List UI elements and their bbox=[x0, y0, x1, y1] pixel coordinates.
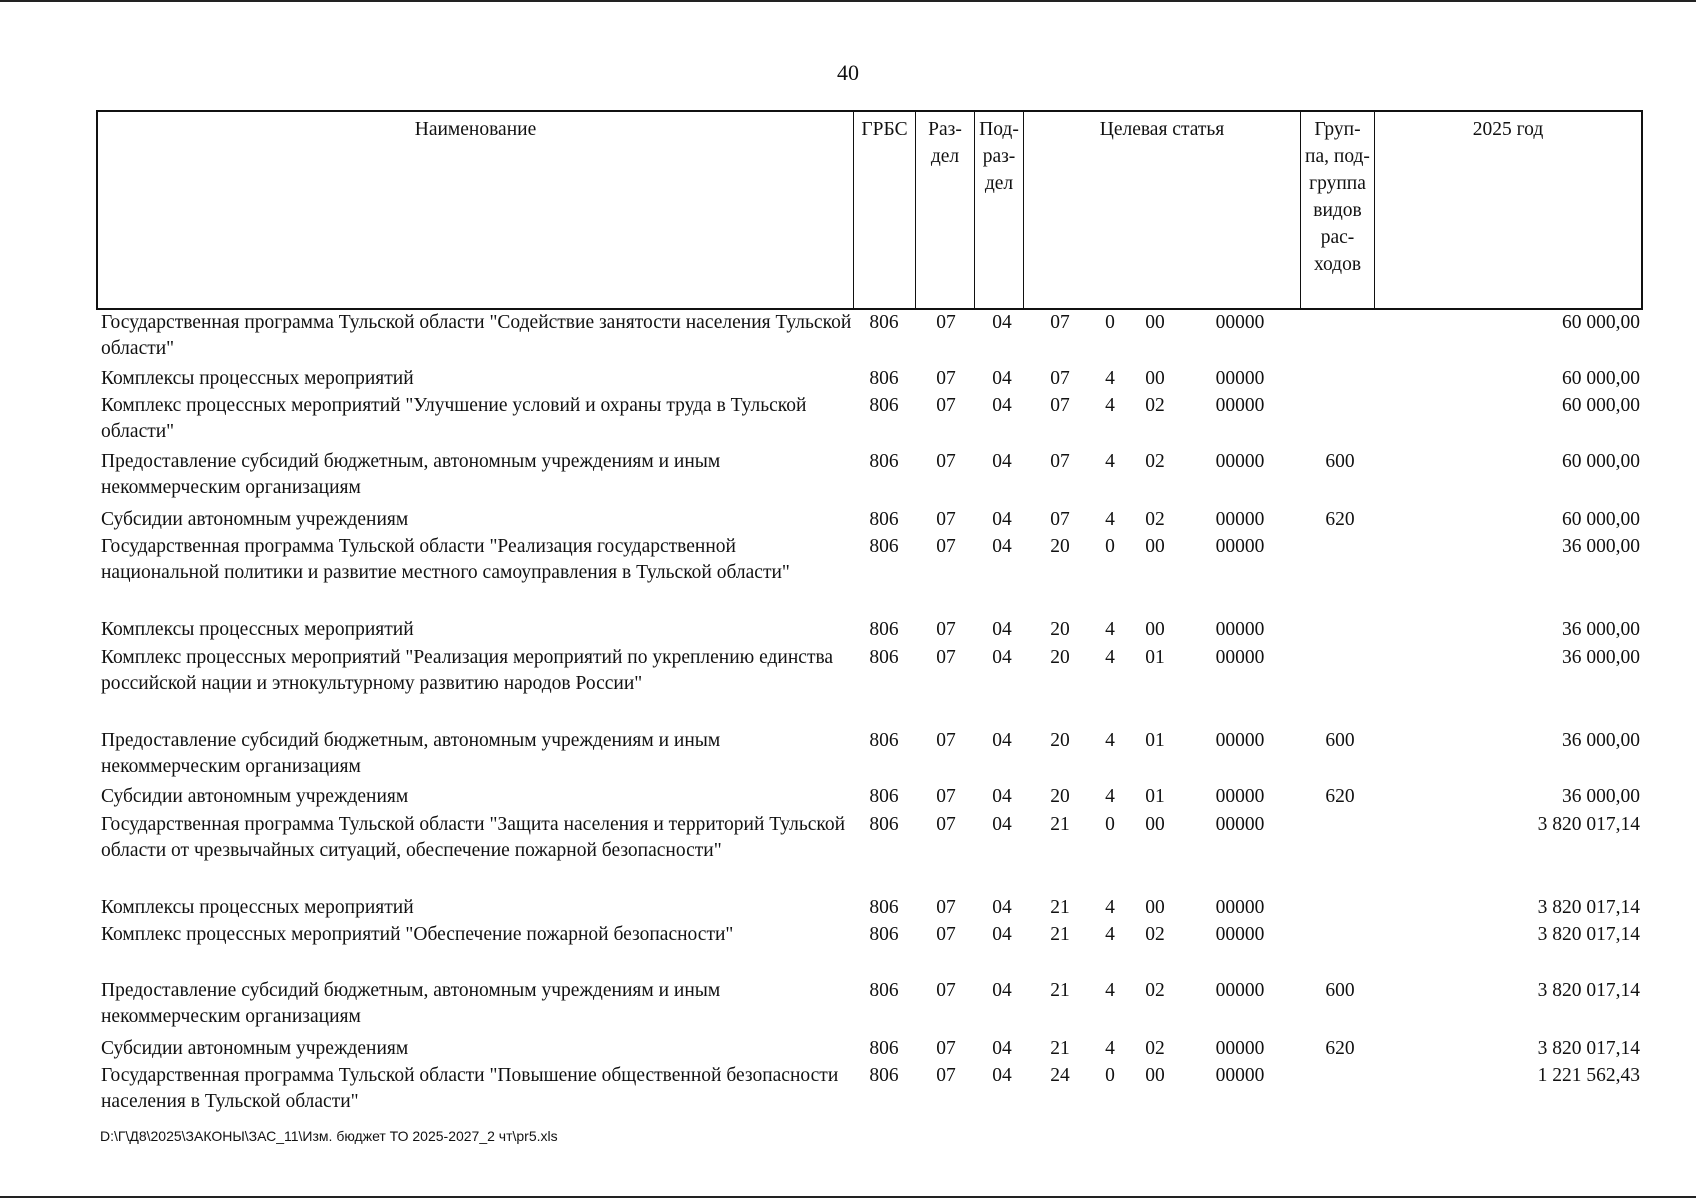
row-razdel: 07 bbox=[936, 395, 956, 416]
row-ts3: 00 bbox=[1145, 1065, 1165, 1086]
row-ts4: 00000 bbox=[1215, 368, 1265, 389]
row-group: 620 bbox=[1325, 786, 1355, 807]
row-amount: 3 820 017,14 bbox=[1537, 814, 1640, 835]
row-ts4: 00000 bbox=[1215, 1065, 1265, 1086]
row-ts4: 00000 bbox=[1215, 395, 1265, 416]
row-podrazdel: 04 bbox=[992, 814, 1012, 835]
row-amount: 36 000,00 bbox=[1562, 619, 1640, 640]
row-grbs: 806 bbox=[869, 730, 899, 751]
row-ts4: 00000 bbox=[1215, 647, 1265, 668]
row-group: 620 bbox=[1325, 509, 1355, 530]
row-ts3: 01 bbox=[1145, 786, 1165, 807]
row-name: Комплексы процессных мероприятий bbox=[101, 897, 414, 918]
row-ts1: 20 bbox=[1050, 647, 1070, 668]
row-ts1: 21 bbox=[1050, 897, 1070, 918]
row-podrazdel: 04 bbox=[992, 536, 1012, 557]
file-path: D:\Г\Д8\2025\ЗАКОНЫ\ЗАС_11\Изм. бюджет ТО 2025-2027_2 чт\pr5.xls bbox=[100, 1128, 558, 1144]
row-grbs: 806 bbox=[869, 619, 899, 640]
row-name: Предоставление субсидий бюджетным, автономным учреждениям и иным некоммерческим организациям bbox=[101, 730, 721, 777]
row-amount: 36 000,00 bbox=[1562, 730, 1640, 751]
row-grbs: 806 bbox=[869, 1038, 899, 1059]
row-grbs: 806 bbox=[869, 980, 899, 1001]
row-group: 620 bbox=[1325, 1038, 1355, 1059]
row-ts4: 00000 bbox=[1215, 786, 1265, 807]
row-ts3: 01 bbox=[1145, 647, 1165, 668]
row-ts4: 00000 bbox=[1215, 814, 1265, 835]
row-name: Государственная программа Тульской области "Повышение общественной безопасности населения в Тульской области" bbox=[101, 1065, 839, 1112]
row-ts4: 00000 bbox=[1215, 312, 1265, 333]
row-razdel: 07 bbox=[936, 619, 956, 640]
row-ts4: 00000 bbox=[1215, 619, 1265, 640]
row-ts1: 07 bbox=[1050, 509, 1070, 530]
row-ts4: 00000 bbox=[1215, 509, 1265, 530]
row-ts2: 4 bbox=[1105, 1038, 1115, 1059]
row-name: Комплекс процессных мероприятий "Обеспечение пожарной безопасности" bbox=[101, 924, 734, 945]
row-ts3: 02 bbox=[1145, 980, 1165, 1001]
row-razdel: 07 bbox=[936, 451, 956, 472]
row-amount: 3 820 017,14 bbox=[1537, 897, 1640, 918]
row-podrazdel: 04 bbox=[992, 312, 1012, 333]
row-amount: 3 820 017,14 bbox=[1537, 924, 1640, 945]
header-target-article: Целевая статья bbox=[1023, 112, 1300, 308]
row-podrazdel: 04 bbox=[992, 619, 1012, 640]
header-grbs: ГРБС bbox=[853, 112, 915, 308]
row-ts3: 00 bbox=[1145, 536, 1165, 557]
row-ts3: 02 bbox=[1145, 451, 1165, 472]
table-header bbox=[96, 110, 1643, 310]
row-razdel: 07 bbox=[936, 1065, 956, 1086]
row-ts2: 4 bbox=[1105, 368, 1115, 389]
row-ts1: 24 bbox=[1050, 1065, 1070, 1086]
row-ts2: 0 bbox=[1105, 1065, 1115, 1086]
row-ts1: 21 bbox=[1050, 980, 1070, 1001]
row-ts2: 4 bbox=[1105, 619, 1115, 640]
row-ts3: 00 bbox=[1145, 814, 1165, 835]
row-podrazdel: 04 bbox=[992, 730, 1012, 751]
row-ts4: 00000 bbox=[1215, 897, 1265, 918]
row-name: Субсидии автономным учреждениям bbox=[101, 509, 409, 530]
row-ts2: 4 bbox=[1105, 647, 1115, 668]
row-ts4: 00000 bbox=[1215, 980, 1265, 1001]
row-grbs: 806 bbox=[869, 924, 899, 945]
row-razdel: 07 bbox=[936, 509, 956, 530]
row-ts2: 4 bbox=[1105, 730, 1115, 751]
row-group: 600 bbox=[1325, 730, 1355, 751]
row-amount: 36 000,00 bbox=[1562, 786, 1640, 807]
row-razdel: 07 bbox=[936, 786, 956, 807]
row-razdel: 07 bbox=[936, 312, 956, 333]
row-podrazdel: 04 bbox=[992, 897, 1012, 918]
row-ts1: 21 bbox=[1050, 924, 1070, 945]
row-grbs: 806 bbox=[869, 451, 899, 472]
row-name: Государственная программа Тульской области "Содействие занятости населения Тульской области" bbox=[101, 312, 852, 359]
row-name: Комплексы процессных мероприятий bbox=[101, 619, 414, 640]
row-ts2: 4 bbox=[1105, 786, 1115, 807]
row-razdel: 07 bbox=[936, 814, 956, 835]
row-name: Субсидии автономным учреждениям bbox=[101, 1038, 409, 1059]
row-ts3: 00 bbox=[1145, 897, 1165, 918]
row-razdel: 07 bbox=[936, 897, 956, 918]
header-expense-group: Груп- па, под- группа видов рас- ходов bbox=[1300, 112, 1374, 308]
row-ts4: 00000 bbox=[1215, 730, 1265, 751]
header-year: 2025 год bbox=[1374, 112, 1641, 308]
row-grbs: 806 bbox=[869, 509, 899, 530]
row-grbs: 806 bbox=[869, 395, 899, 416]
row-razdel: 07 bbox=[936, 647, 956, 668]
row-name: Предоставление субсидий бюджетным, автономным учреждениям и иным некоммерческим организациям bbox=[101, 980, 721, 1027]
row-podrazdel: 04 bbox=[992, 368, 1012, 389]
page-number: 40 bbox=[837, 60, 859, 85]
row-amount: 60 000,00 bbox=[1562, 395, 1640, 416]
bottom-rule bbox=[0, 1196, 1696, 1198]
row-amount: 60 000,00 bbox=[1562, 451, 1640, 472]
row-ts3: 00 bbox=[1145, 368, 1165, 389]
row-amount: 36 000,00 bbox=[1562, 536, 1640, 557]
row-razdel: 07 bbox=[936, 730, 956, 751]
row-ts1: 20 bbox=[1050, 536, 1070, 557]
row-ts4: 00000 bbox=[1215, 536, 1265, 557]
row-ts3: 00 bbox=[1145, 312, 1165, 333]
row-name: Предоставление субсидий бюджетным, автономным учреждениям и иным некоммерческим организациям bbox=[101, 451, 721, 498]
row-podrazdel: 04 bbox=[992, 395, 1012, 416]
row-ts4: 00000 bbox=[1215, 924, 1265, 945]
row-name: Комплекс процессных мероприятий "Улучшение условий и охраны труда в Тульской области" bbox=[101, 395, 807, 442]
row-grbs: 806 bbox=[869, 536, 899, 557]
row-ts1: 07 bbox=[1050, 395, 1070, 416]
row-podrazdel: 04 bbox=[992, 786, 1012, 807]
row-ts2: 0 bbox=[1105, 814, 1115, 835]
row-podrazdel: 04 bbox=[992, 451, 1012, 472]
row-amount: 36 000,00 bbox=[1562, 647, 1640, 668]
row-group: 600 bbox=[1325, 451, 1355, 472]
row-ts1: 07 bbox=[1050, 368, 1070, 389]
row-podrazdel: 04 bbox=[992, 980, 1012, 1001]
row-amount: 1 221 562,43 bbox=[1537, 1065, 1640, 1086]
row-podrazdel: 04 bbox=[992, 1065, 1012, 1086]
row-name: Комплексы процессных мероприятий bbox=[101, 368, 414, 389]
row-amount: 60 000,00 bbox=[1562, 509, 1640, 530]
row-grbs: 806 bbox=[869, 1065, 899, 1086]
row-ts2: 4 bbox=[1105, 395, 1115, 416]
header-razdel: Раз- дел bbox=[915, 112, 974, 308]
header-podrazdel: Под- раз- дел bbox=[974, 112, 1023, 308]
row-amount: 3 820 017,14 bbox=[1537, 1038, 1640, 1059]
row-ts1: 07 bbox=[1050, 312, 1070, 333]
row-grbs: 806 bbox=[869, 786, 899, 807]
row-podrazdel: 04 bbox=[992, 647, 1012, 668]
row-group: 600 bbox=[1325, 980, 1355, 1001]
row-ts3: 02 bbox=[1145, 924, 1165, 945]
row-name: Государственная программа Тульской области "Реализация государственной национальной политики и развитие местного самоуправления в Тульской области" bbox=[101, 536, 790, 583]
row-ts1: 21 bbox=[1050, 1038, 1070, 1059]
row-ts3: 02 bbox=[1145, 395, 1165, 416]
row-ts4: 00000 bbox=[1215, 1038, 1265, 1059]
row-ts3: 02 bbox=[1145, 1038, 1165, 1059]
row-amount: 60 000,00 bbox=[1562, 312, 1640, 333]
row-ts2: 4 bbox=[1105, 980, 1115, 1001]
row-amount: 60 000,00 bbox=[1562, 368, 1640, 389]
row-razdel: 07 bbox=[936, 536, 956, 557]
row-ts1: 07 bbox=[1050, 451, 1070, 472]
row-name: Субсидии автономным учреждениям bbox=[101, 786, 409, 807]
row-ts1: 20 bbox=[1050, 730, 1070, 751]
row-ts3: 01 bbox=[1145, 730, 1165, 751]
row-podrazdel: 04 bbox=[992, 924, 1012, 945]
row-razdel: 07 bbox=[936, 368, 956, 389]
row-grbs: 806 bbox=[869, 312, 899, 333]
row-ts2: 4 bbox=[1105, 924, 1115, 945]
row-ts4: 00000 bbox=[1215, 451, 1265, 472]
row-grbs: 806 bbox=[869, 368, 899, 389]
row-razdel: 07 bbox=[936, 1038, 956, 1059]
row-name: Государственная программа Тульской области "Защита населения и территорий Тульской области от чрезвычайных ситуаций, обеспечение пожарной безопасности" bbox=[101, 814, 846, 861]
row-name: Комплекс процессных мероприятий "Реализация мероприятий по укреплению единства российской нации и этнокультурному развитию народов России" bbox=[101, 647, 834, 694]
row-ts2: 4 bbox=[1105, 451, 1115, 472]
header-name: Наименование bbox=[414, 119, 537, 140]
row-grbs: 806 bbox=[869, 814, 899, 835]
row-ts2: 0 bbox=[1105, 536, 1115, 557]
row-ts2: 4 bbox=[1105, 509, 1115, 530]
row-amount: 3 820 017,14 bbox=[1537, 980, 1640, 1001]
row-podrazdel: 04 bbox=[992, 509, 1012, 530]
row-grbs: 806 bbox=[869, 897, 899, 918]
row-razdel: 07 bbox=[936, 980, 956, 1001]
top-rule bbox=[0, 0, 1696, 2]
row-ts2: 0 bbox=[1105, 312, 1115, 333]
row-ts3: 02 bbox=[1145, 509, 1165, 530]
row-podrazdel: 04 bbox=[992, 1038, 1012, 1059]
row-ts3: 00 bbox=[1145, 619, 1165, 640]
row-ts2: 4 bbox=[1105, 897, 1115, 918]
row-razdel: 07 bbox=[936, 924, 956, 945]
row-ts1: 20 bbox=[1050, 786, 1070, 807]
row-ts1: 20 bbox=[1050, 619, 1070, 640]
row-ts1: 21 bbox=[1050, 814, 1070, 835]
row-grbs: 806 bbox=[869, 647, 899, 668]
